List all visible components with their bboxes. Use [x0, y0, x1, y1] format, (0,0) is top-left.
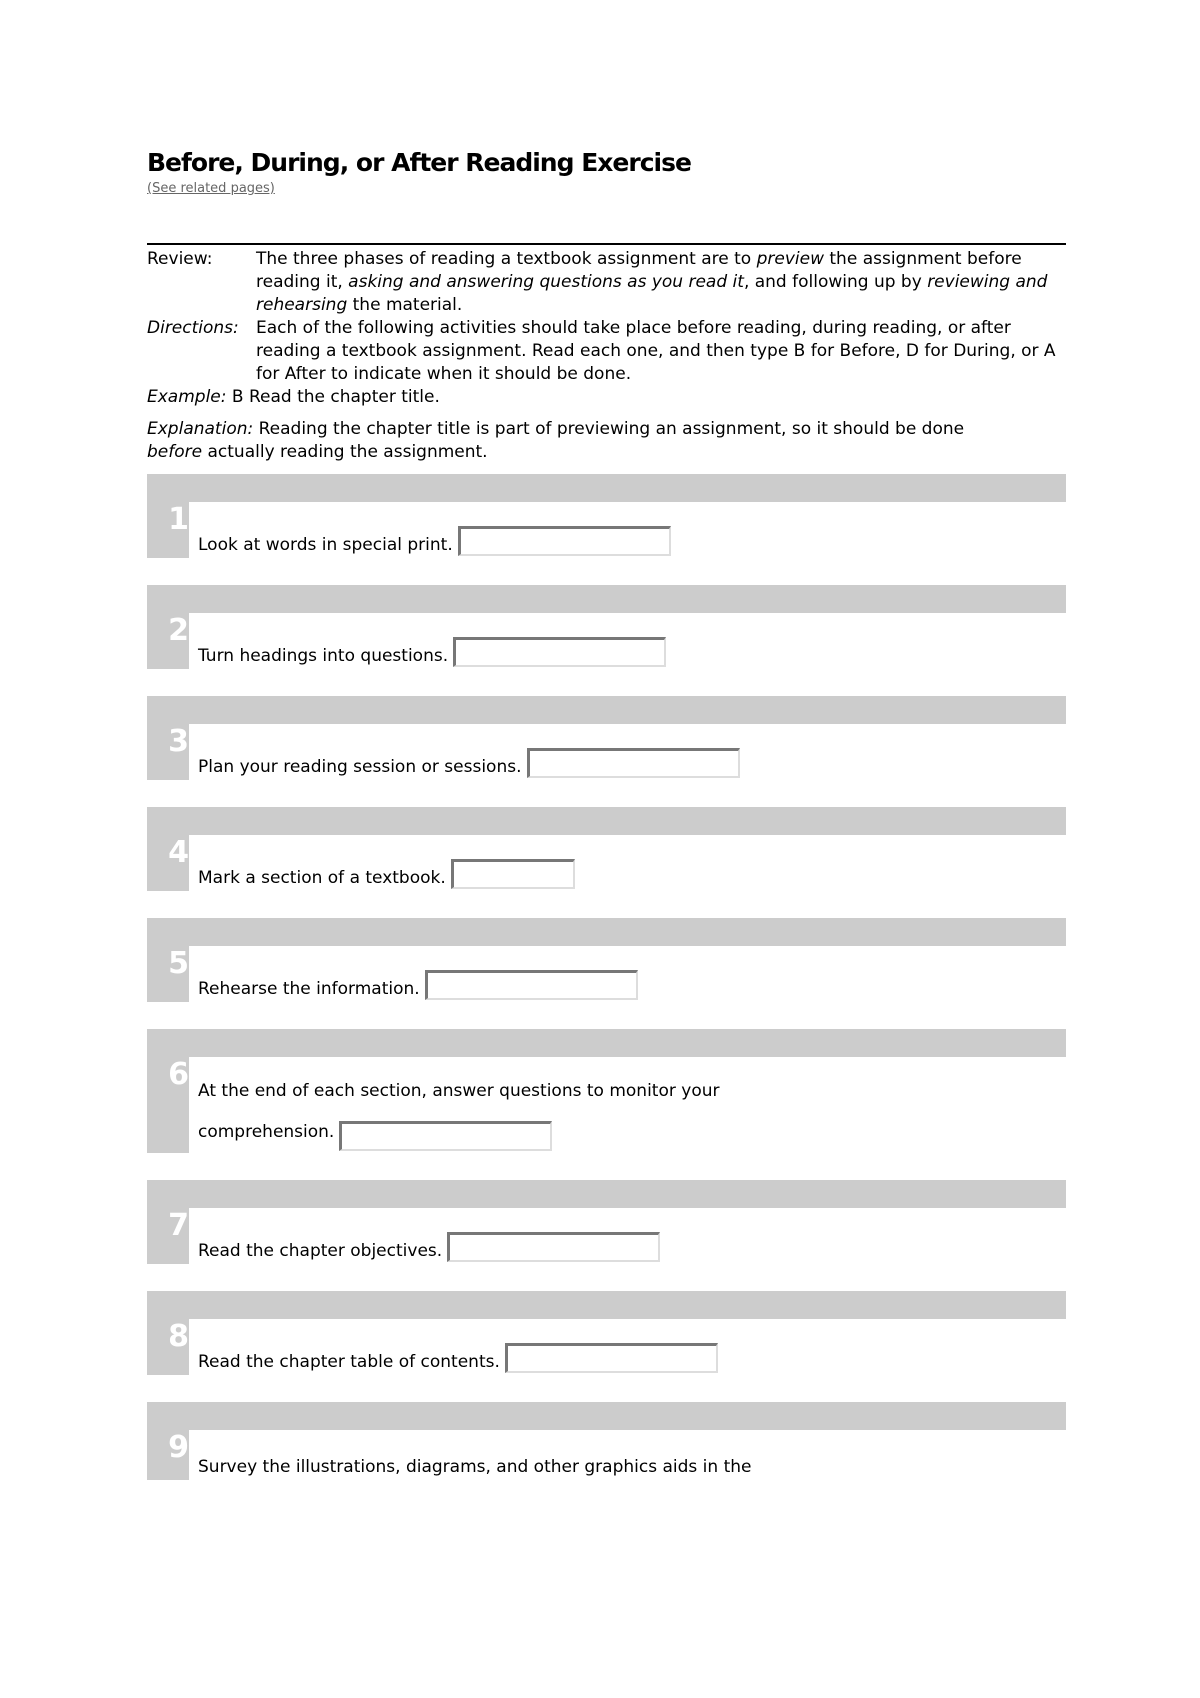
- question-header-band: [147, 1402, 1066, 1430]
- review-text-part: , and following up by: [743, 272, 928, 292]
- question-number: 1: [168, 502, 189, 537]
- question-content: [189, 502, 1066, 558]
- directions-row: [147, 317, 1066, 386]
- question-content: [189, 1208, 1066, 1264]
- question-9: [147, 1402, 1066, 1480]
- question-text: Survey the illustrations, diagrams, and other graphics aids in the: [198, 1457, 752, 1477]
- answer-input-6[interactable]: [339, 1121, 552, 1151]
- intro-section: [147, 248, 1066, 464]
- question-number: 2: [168, 613, 189, 648]
- question-header-band: [147, 1180, 1066, 1208]
- question-body: [147, 1208, 1066, 1264]
- question-number: 6: [168, 1057, 189, 1092]
- question-header-band: [147, 585, 1066, 613]
- question-number-column: [147, 946, 189, 1002]
- answer-input-8[interactable]: [505, 1343, 718, 1373]
- question-content: [189, 1430, 1066, 1480]
- question-body: [147, 613, 1066, 669]
- question-number: 4: [168, 835, 189, 870]
- question-header-band: [147, 696, 1066, 724]
- question-body: [147, 724, 1066, 780]
- question-number: 5: [168, 946, 189, 981]
- answer-input-4[interactable]: [451, 859, 575, 889]
- review-text-part: The three phases of reading a textbook assignment are to: [256, 249, 757, 269]
- directions-label: [147, 317, 256, 386]
- answer-input-5[interactable]: [425, 970, 638, 1000]
- question-1: [147, 474, 1066, 558]
- review-emphasis-preview: preview: [756, 249, 824, 269]
- question-text-line-1: At the end of each section, answer questions to monitor your: [198, 1081, 720, 1101]
- answer-input-7[interactable]: [447, 1232, 660, 1262]
- question-header-band: [147, 918, 1066, 946]
- question-text: Turn headings into questions.: [198, 646, 449, 666]
- question-body: [147, 1319, 1066, 1375]
- question-body: [147, 835, 1066, 891]
- question-3: [147, 696, 1066, 780]
- example-text: B Read the chapter title.: [226, 387, 440, 407]
- question-list: [147, 474, 1066, 1480]
- explanation-text-part: actually reading the assignment.: [202, 442, 488, 462]
- question-number-column: [147, 1057, 189, 1153]
- question-8: [147, 1291, 1066, 1375]
- question-content: [189, 1319, 1066, 1375]
- question-number-column: [147, 1319, 189, 1375]
- question-5: [147, 918, 1066, 1002]
- question-body: [147, 1430, 1066, 1480]
- question-header-band: [147, 807, 1066, 835]
- question-6: [147, 1029, 1066, 1153]
- question-text-line-2: comprehension.: [198, 1122, 335, 1142]
- question-content: [189, 1057, 1066, 1153]
- see-related-pages-link[interactable]: (See related pages): [147, 181, 275, 196]
- question-number-column: [147, 835, 189, 891]
- question-number: 8: [168, 1319, 189, 1354]
- directions-text: Each of the following activities should take place before reading, during reading, or after reading a textbook assignment. Read each one, and then type B for Before, D for During, or A for After to indicate when it should be done.: [256, 318, 1056, 384]
- review-text-part: the assignment before reading it,: [256, 249, 1022, 292]
- explanation-emphasis-before: before: [147, 442, 203, 462]
- question-number: 3: [168, 724, 189, 759]
- answer-input-1[interactable]: [458, 526, 671, 556]
- question-number-column: [147, 502, 189, 558]
- header-divider: [147, 243, 1066, 245]
- question-text: Plan your reading session or sessions.: [198, 757, 522, 777]
- question-body: [147, 502, 1066, 558]
- question-number-column: [147, 1430, 189, 1480]
- example-label: Example:: [147, 387, 227, 407]
- question-header-band: [147, 474, 1066, 502]
- exercise-page: [147, 146, 1066, 1507]
- question-text: Mark a section of a textbook.: [198, 868, 446, 888]
- question-number-column: [147, 613, 189, 669]
- review-emphasis-reviewing: reviewing and rehearsing: [256, 272, 1048, 315]
- answer-input-3[interactable]: [527, 748, 740, 778]
- question-content: [189, 613, 1066, 669]
- example-line: [147, 386, 1066, 409]
- question-content: [189, 946, 1066, 1002]
- review-text-part: the material.: [347, 295, 463, 315]
- question-body: [147, 1057, 1066, 1153]
- question-text: Rehearse the information.: [198, 979, 420, 999]
- question-number: 7: [168, 1208, 189, 1243]
- question-header-band: [147, 1291, 1066, 1319]
- question-text: Read the chapter objectives.: [198, 1241, 443, 1261]
- review-emphasis-asking: asking and answering questions as you read it: [348, 272, 744, 292]
- question-number-column: [147, 1208, 189, 1264]
- review-row: [147, 248, 1066, 317]
- question-body: [147, 946, 1066, 1002]
- question-number-column: [147, 724, 189, 780]
- question-text: Look at words in special print.: [198, 535, 453, 555]
- question-7: [147, 1180, 1066, 1264]
- question-text: Read the chapter table of contents.: [198, 1352, 500, 1372]
- question-content: [189, 724, 1066, 780]
- question-4: [147, 807, 1066, 891]
- explanation-label: Explanation:: [147, 419, 254, 439]
- review-text: [256, 248, 1066, 317]
- page-title: Before, During, or After Reading Exercise: [147, 148, 691, 177]
- question-2: [147, 585, 1066, 669]
- review-label: Review:: [147, 249, 213, 269]
- directions-label-text: Directions:: [147, 318, 239, 338]
- explanation-text-part: Reading the chapter title is part of previewing an assignment, so it should be done: [253, 419, 965, 439]
- question-content: [189, 835, 1066, 891]
- question-header-band: [147, 1029, 1066, 1057]
- explanation-line: [147, 418, 1007, 464]
- answer-input-2[interactable]: [453, 637, 666, 667]
- question-number: 9: [168, 1430, 189, 1465]
